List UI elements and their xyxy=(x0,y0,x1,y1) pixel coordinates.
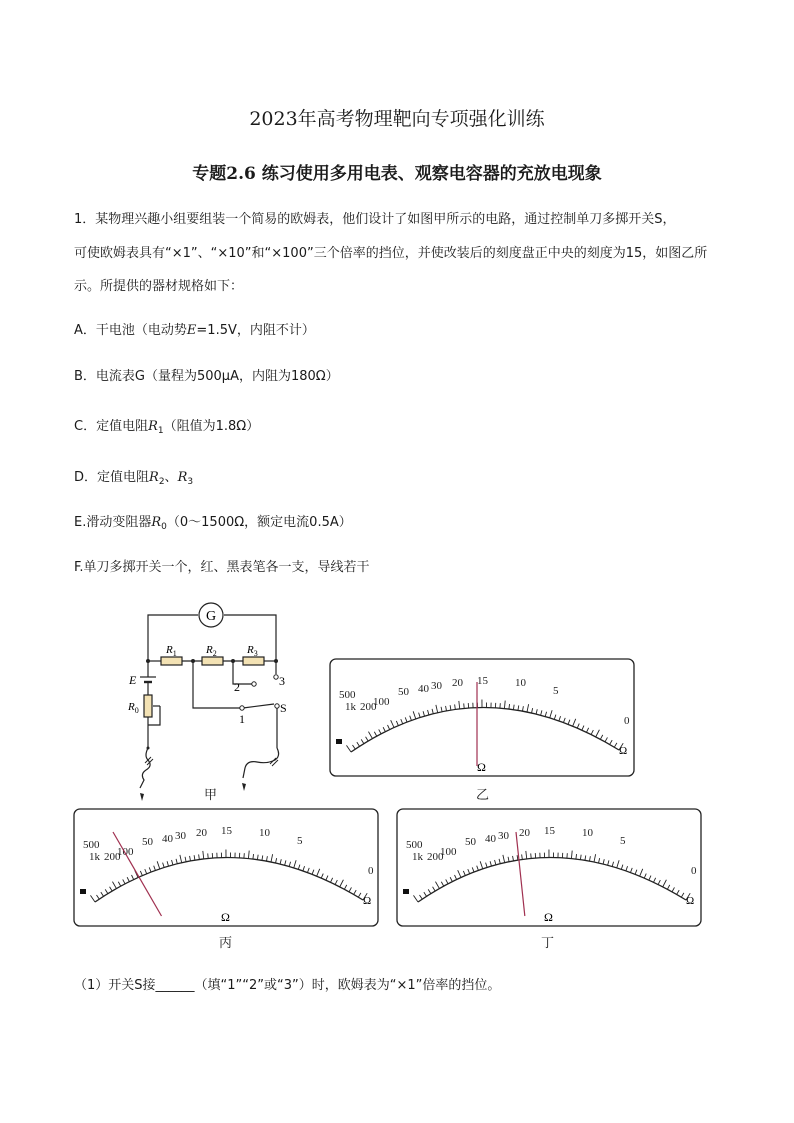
circuit-caption: 甲 xyxy=(204,788,218,803)
dial-scale-label: 500 xyxy=(339,689,356,701)
option-f: F.单刀多掷开关一个，红、黑表笔各一支，导线若干 xyxy=(74,560,370,575)
dial-scale-label: 20 xyxy=(196,827,207,839)
option-a: A．干电池（电动势E=1.5V，内阻不计） xyxy=(74,323,315,338)
dial-zero-marker xyxy=(80,889,86,894)
option-d: D．定值电阻$R_2$、$R_3$ xyxy=(74,470,194,487)
dial-scale-label: 40 xyxy=(485,833,496,845)
dial-scale-label: 30 xyxy=(175,830,186,842)
dial-scale-label: 50 xyxy=(398,686,409,698)
r2-label: $R_2$ xyxy=(206,644,217,658)
dial-scale-label: 500 xyxy=(406,839,423,851)
dial-omega-label: Ω xyxy=(221,910,230,924)
dial-scale-label: 30 xyxy=(498,830,509,842)
emf-label: E xyxy=(129,673,137,687)
ohmmeter-dial-c xyxy=(73,808,379,927)
dial-omega-label: Ω xyxy=(477,760,486,774)
dial-tick xyxy=(576,854,577,859)
dial-scale-label: 15 xyxy=(477,675,488,687)
dial-scale-label: 50 xyxy=(465,836,476,848)
dial-zero-marker xyxy=(403,889,409,894)
r1-label: $R_1$ xyxy=(166,644,177,658)
position-3-label: 3 xyxy=(279,674,285,688)
dial-zero-marker xyxy=(336,739,342,744)
circuit-diagram xyxy=(120,598,300,803)
dial-scale-label: 10 xyxy=(515,677,526,689)
question-line-1: 1．某物理兴趣小组要组装一个简易的欧姆表，他们设计了如图甲所示的电路，通过控制单刀多掷开关S， xyxy=(74,212,676,227)
dial-scale-label: 15 xyxy=(221,825,232,837)
dial-scale-label: 100 xyxy=(117,846,134,858)
dial-tick xyxy=(253,854,254,859)
option-c: C．定值电阻$R_1$（阻值为1.8Ω） xyxy=(74,419,260,436)
r0-label: $R_0$ xyxy=(128,701,139,715)
topic-subtitle: 专题2.6 练习使用多用电表、观察电容器的充放电现象 xyxy=(192,164,602,184)
dial-scale-label: 50 xyxy=(142,836,153,848)
dial-scale-label: 40 xyxy=(162,833,173,845)
dial-omega-end-label: Ω xyxy=(619,745,628,757)
dial-scale-label: 1k xyxy=(89,851,100,863)
dial-tick xyxy=(509,704,510,709)
ohmmeter-dial-b xyxy=(329,658,635,777)
dial-scale-label: 100 xyxy=(373,696,390,708)
dial-scale-label: 0 xyxy=(368,865,374,877)
dial-scale-label: 0 xyxy=(624,715,630,727)
switch-label: S xyxy=(280,701,287,715)
dial-scale-label: 5 xyxy=(620,835,626,847)
position-1-label: 1 xyxy=(239,712,245,726)
dial-b-caption: 乙 xyxy=(476,788,490,803)
dial-scale-label: 100 xyxy=(440,846,457,858)
dial-scale-label: 10 xyxy=(259,827,270,839)
dial-scale-label: 20 xyxy=(519,827,530,839)
dial-omega-label: Ω xyxy=(544,910,553,924)
dial-scale-label: 20 xyxy=(452,677,463,689)
option-b: B．电流表G（量程为500μA，内阻为180Ω） xyxy=(74,369,339,384)
question-line-3: 示。所提供的器材规格如下： xyxy=(74,279,244,294)
galvanometer-label: G xyxy=(205,609,217,624)
dial-omega-end-label: Ω xyxy=(363,895,372,907)
dial-scale-label: 0 xyxy=(691,865,697,877)
dial-scale-label: 10 xyxy=(582,827,593,839)
r3-label: $R_3$ xyxy=(247,644,258,658)
dial-scale-label: 1k xyxy=(345,701,356,713)
dial-scale-label: 40 xyxy=(418,683,429,695)
question-line-2: 可使欧姆表具有“×1”、“×10”和“×100”三个倍率的挡位，并使改装后的刻度盘正中央的刻度为15，如图乙所 xyxy=(74,246,708,261)
dial-scale-label: 500 xyxy=(83,839,100,851)
position-2-label: 2 xyxy=(234,680,240,694)
dial-scale-label: 200 xyxy=(427,851,444,863)
dial-scale-label: 1k xyxy=(412,851,423,863)
part-1-question: （1）开关S接______（填“1”“2”或“3”）时，欧姆表为“×1”倍率的挡位。 xyxy=(74,978,501,993)
dial-scale-label: 200 xyxy=(104,851,121,863)
dial-scale-label: 200 xyxy=(360,701,377,713)
dial-d-caption: 丁 xyxy=(541,936,555,951)
dial-scale-label: 5 xyxy=(553,685,559,697)
dial-scale-label: 30 xyxy=(431,680,442,692)
dial-scale-label: 15 xyxy=(544,825,555,837)
page-title: 2023年高考物理靶向专项强化训练 xyxy=(249,108,545,130)
option-e: E.滑动变阻器$R_0(0\sim 1500\Omega$，额定电流0.5A） xyxy=(74,515,352,532)
ohmmeter-dial-d xyxy=(396,808,702,927)
dial-c-caption: 丙 xyxy=(219,936,233,951)
dial-omega-end-label: Ω xyxy=(686,895,695,907)
dial-scale-label: 5 xyxy=(297,835,303,847)
